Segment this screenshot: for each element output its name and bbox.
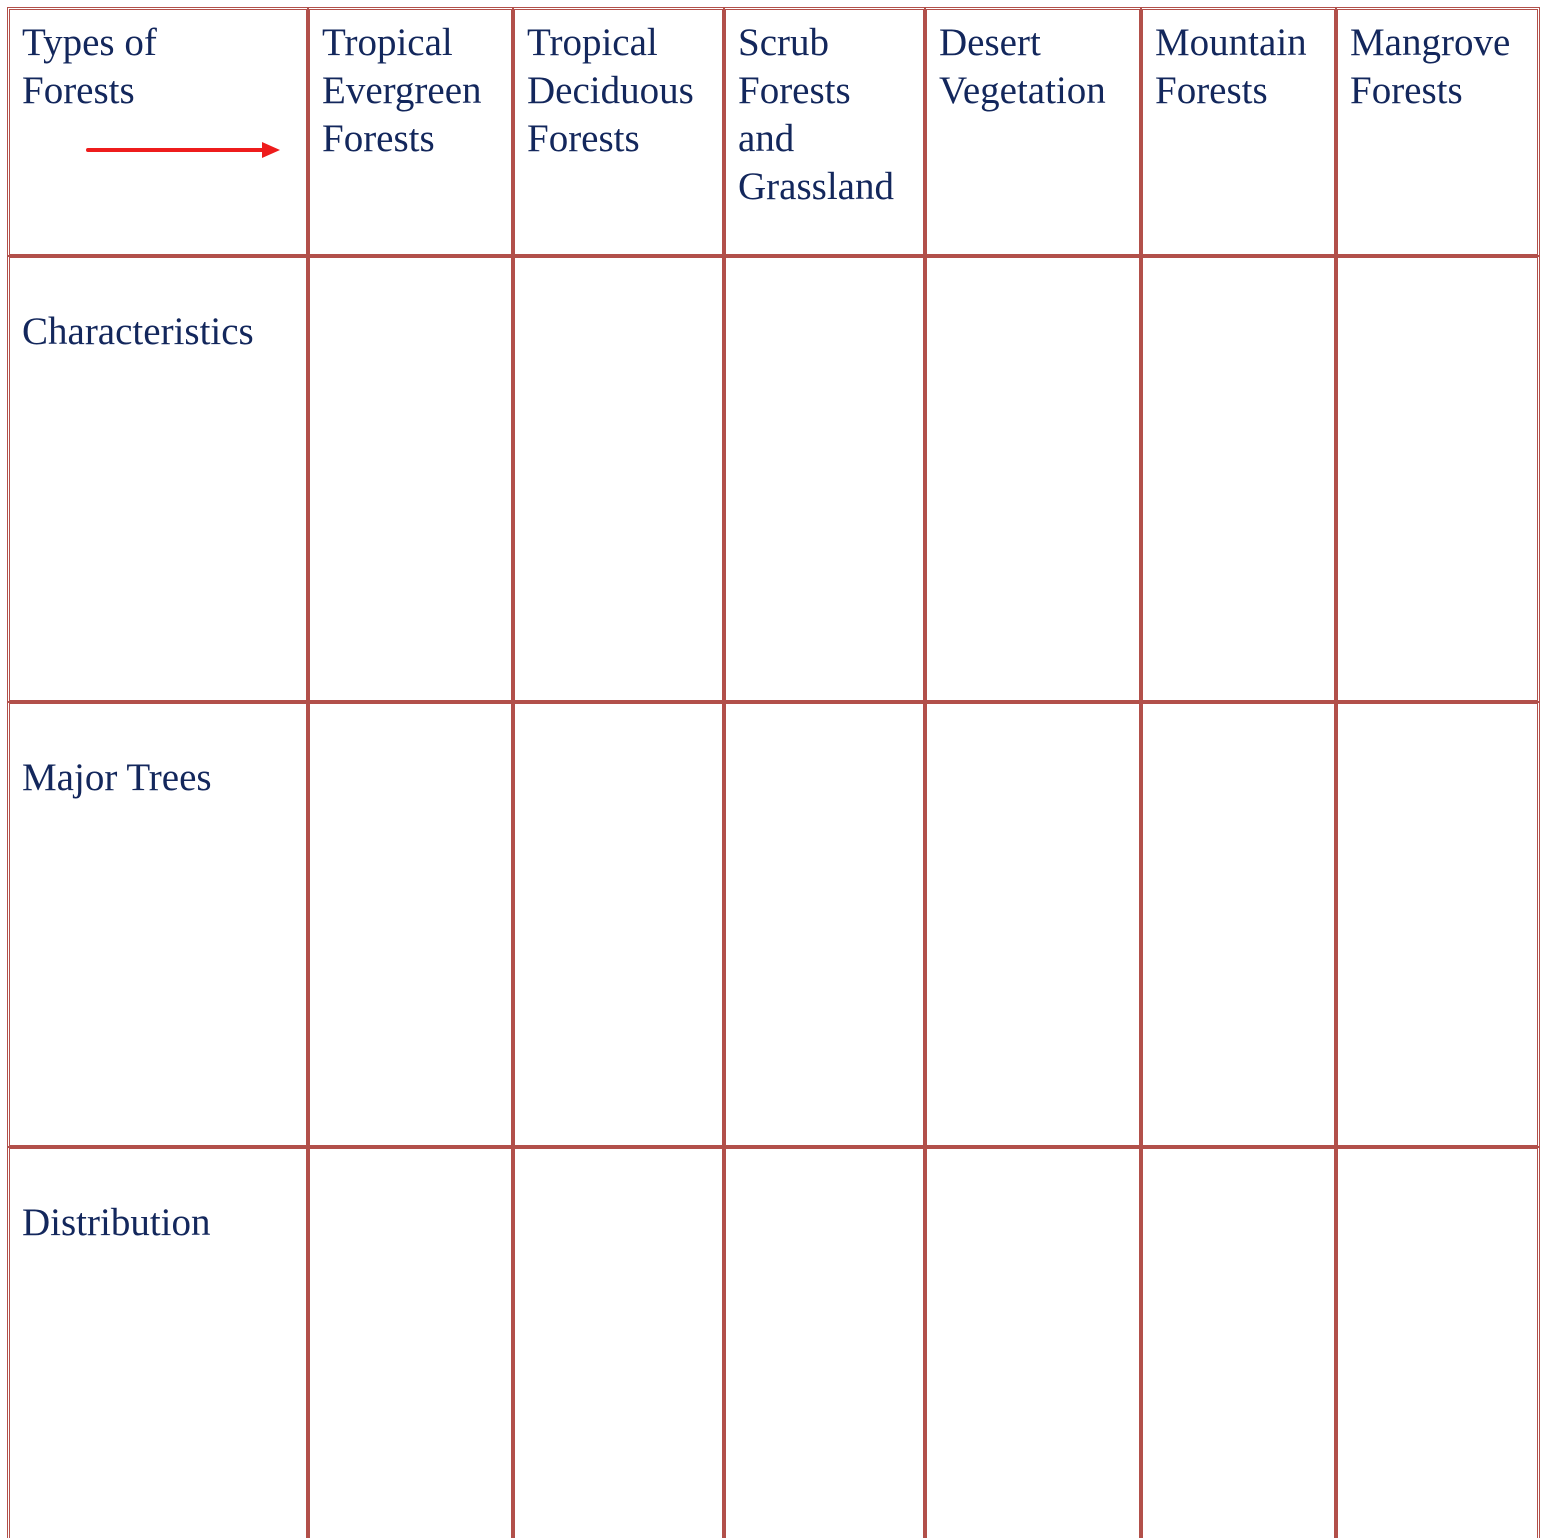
table-cell[interactable] — [723, 255, 926, 703]
table-cell[interactable] — [512, 255, 725, 703]
table-cell[interactable] — [307, 1146, 514, 1538]
column-header-label: Scrub Forests and Grassland — [738, 21, 894, 208]
table-cell[interactable] — [1335, 255, 1540, 703]
row-header-label: Characteristics — [22, 310, 254, 353]
table-cell[interactable] — [1335, 1146, 1540, 1538]
table-cell[interactable] — [924, 255, 1142, 703]
table-cell[interactable] — [924, 1146, 1142, 1538]
column-header-scrub-forests — [723, 7, 926, 257]
row-header-distribution — [7, 1146, 309, 1538]
table-cell[interactable] — [723, 701, 926, 1148]
column-header-tropical-evergreen — [307, 7, 514, 257]
table-cell[interactable] — [1335, 701, 1540, 1148]
table-cell[interactable] — [1140, 1146, 1337, 1538]
corner-header-cell — [7, 7, 309, 257]
row-header-characteristics — [7, 255, 309, 703]
table-cell[interactable] — [924, 701, 1142, 1148]
corner-header-label: Types of Forests — [22, 21, 157, 112]
column-header-label: Desert Vegetation — [939, 21, 1106, 112]
table-cell[interactable] — [1140, 701, 1337, 1148]
table-cell[interactable] — [307, 255, 514, 703]
column-header-label: Mountain Forests — [1155, 21, 1307, 112]
table-cell[interactable] — [307, 701, 514, 1148]
column-header-tropical-deciduous — [512, 7, 725, 257]
table-cell[interactable] — [512, 701, 725, 1148]
column-header-label: Tropical Deciduous Forests — [527, 21, 694, 160]
column-header-label: Mangrove Forests — [1350, 21, 1511, 112]
row-header-label: Major Trees — [22, 756, 212, 799]
table-cell[interactable] — [723, 1146, 926, 1538]
column-header-desert-vegetation — [924, 7, 1142, 257]
column-header-label: Tropical Evergreen Forests — [322, 21, 482, 160]
table-cell[interactable] — [1140, 255, 1337, 703]
column-header-mountain-forests — [1140, 7, 1337, 257]
row-header-label: Distribution — [22, 1201, 211, 1244]
row-header-major-trees — [7, 701, 309, 1148]
table-cell[interactable] — [512, 1146, 725, 1538]
column-header-mangrove-forests — [1335, 7, 1540, 257]
right-arrow-icon — [86, 139, 282, 161]
